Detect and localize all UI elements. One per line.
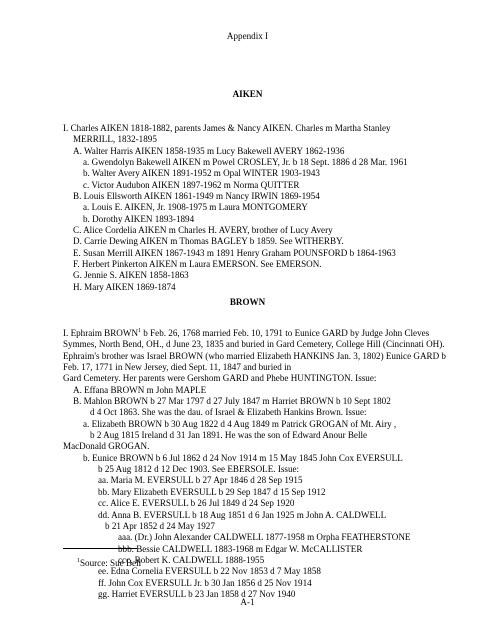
- genealogy-line: gg. Harriet EVERSULL b 23 Jan 1858 d 27 Nov 1940: [98, 588, 296, 599]
- genealogy-line: b 25 Aug 1812 d 12 Dec 1903. See EBERSOLE. Issue:: [98, 464, 300, 475]
- genealogy-line: D. Carrie Dewing AIKEN m Thomas BAGLEY b 1859. See WITHERBY.: [73, 236, 344, 247]
- genealogy-line: aaa. (Dr.) John Alexander CALDWELL 1877-1958 m Orpha FEATHERSTONE: [118, 532, 411, 543]
- footnote: [77, 558, 141, 569]
- footnote-separator: [63, 548, 137, 549]
- genealogy-line: A. Walter Harris AIKEN 1858-1935 m Lucy Bakewell AVERY 1862-1936: [73, 145, 345, 156]
- genealogy-line: dd. Anna B. EVERSULL b 18 Aug 1851 d 6 Jan 1925 m John A. CALDWELL: [98, 509, 387, 520]
- footnote-reference: 1: [138, 327, 142, 334]
- genealogy-line: cc. Alice E. EVERSULL b 26 Jul 1849 d 24 Sep 1920: [98, 498, 295, 509]
- genealogy-line: c. Victor Audubon AIKEN 1897-1962 m Norma QUITTER: [83, 179, 300, 190]
- page-number: A-1: [240, 597, 255, 607]
- genealogy-line: G. Jennie S. AIKEN 1858-1863: [73, 270, 189, 281]
- genealogy-line: a. Gwendolyn Bakewell AIKEN m Powel CROSLEY, Jr. b 18 Sept. 1886 d 28 Mar. 1961: [83, 157, 408, 168]
- section-heading-brown: BROWN: [229, 297, 266, 307]
- appendix-title: Appendix I: [226, 31, 269, 41]
- genealogy-line: b 2 Aug 1815 Ireland d 31 Jan 1891. He was the son of Edward Anour Belle: [90, 430, 368, 441]
- genealogy-line: b. Dorothy AIKEN 1893-1894: [83, 213, 195, 224]
- genealogy-line: C. Alice Cordelia AIKEN m Charles H. AVERY, brother of Lucy Avery: [73, 225, 333, 236]
- genealogy-line: I. Charles AIKEN 1818-1882, parents James & Nancy AIKEN. Charles m Martha Stanley: [63, 123, 391, 133]
- brown-first-line-prefix: I. Ephraim BROWN: [63, 328, 139, 338]
- genealogy-line: Ephraim's brother was Israel BROWN (who married Elizabeth HANKINS Jan. 3, 1802) Eunice GARD b: [63, 350, 446, 361]
- genealogy-line: a. Louis E. AIKEN, Jr. 1908-1975 m Laura MONTGOMERY: [83, 202, 308, 213]
- genealogy-line: b. Walter Avery AIKEN 1891-1952 m Opal WINTER 1903-1943: [83, 168, 320, 179]
- genealogy-line: E. Susan Merrill AIKEN 1867-1943 m 1891 Henry Graham POUNSFORD b 1864-1963: [73, 247, 396, 258]
- footnote-text: Source: Sue Bell: [80, 558, 142, 568]
- aiken-genealogy-block: [63, 123, 475, 293]
- brown-first-line-rest: b Feb. 26, 1768 married Feb. 10, 1791 to Eunice GARD by Judge John Cleves: [141, 328, 430, 338]
- genealogy-line: F. Herbert Pinkerton AIKEN m Laura EMERSON. See EMERSON.: [73, 259, 322, 270]
- genealogy-line: a. Elizabeth BROWN b 30 Aug 1822 d 4 Aug 1849 m Patrick GROGAN of Mt. Airy ,: [83, 418, 397, 429]
- genealogy-line: MERRILL, 1832-1895: [73, 134, 157, 145]
- genealogy-line: [63, 328, 475, 339]
- genealogy-line: Symmes, North Bend, OH., d June 23, 1835 and buried in Gard Cemetery, College Hill (Cincinnati OH).: [63, 339, 445, 350]
- genealogy-line: d 4 Oct 1863. She was the dau. of Israel & Elizabeth Hankins Brown. Issue:: [90, 407, 367, 418]
- genealogy-line: B. Louis Ellsworth AIKEN 1861-1949 m Nancy IRWIN 1869-1954: [73, 191, 320, 202]
- genealogy-line: aa. Maria M. EVERSULL b 27 Apr 1846 d 28 Sep 1915: [98, 475, 303, 486]
- genealogy-line: ff. John Cox EVERSULL Jr. b 30 Jan 1856 d 25 Nov 1914: [98, 577, 312, 588]
- genealogy-line: b. Eunice BROWN b 6 Jul 1862 d 24 Nov 1914 m 15 May 1845 John Cox EVERSULL: [83, 452, 403, 463]
- genealogy-line: B. Mahlon BROWN b 27 Mar 1797 d 27 July 1847 m Harriet BROWN b 10 Sept 1802: [73, 396, 391, 407]
- genealogy-line: ccc. Robert K. CALDWELL 1888-1955: [118, 554, 265, 565]
- genealogy-line: MacDonald GROGAN.: [63, 441, 150, 452]
- genealogy-line: bbb. Bessie CALDWELL 1883-1968 m Edgar W. McCALLISTER: [118, 543, 363, 554]
- genealogy-line: H. Mary AIKEN 1869-1874: [73, 281, 176, 292]
- section-heading-aiken: AIKEN: [232, 89, 263, 99]
- genealogy-line: Feb. 17, 1771 in New Jersey, died Sept. 11, 1847 and buried in: [63, 362, 292, 373]
- genealogy-line: Gard Cemetery. Her parents were Gershom GARD and Phebe HUNTINGTON. Issue:: [63, 373, 377, 384]
- genealogy-line: ee. Edna Cornelia EVERSULL b 22 Nov 1853 d 7 May 1858: [98, 566, 321, 577]
- footnote-marker: 1: [77, 557, 80, 564]
- genealogy-line: bb. Mary Elizabeth EVERSULL b 29 Sep 1847 d 15 Sep 1912: [98, 486, 326, 497]
- genealogy-line: b 21 Apr 1852 d 24 May 1927: [105, 520, 215, 531]
- genealogy-line: A. Effana BROWN m John MAPLE: [73, 384, 207, 395]
